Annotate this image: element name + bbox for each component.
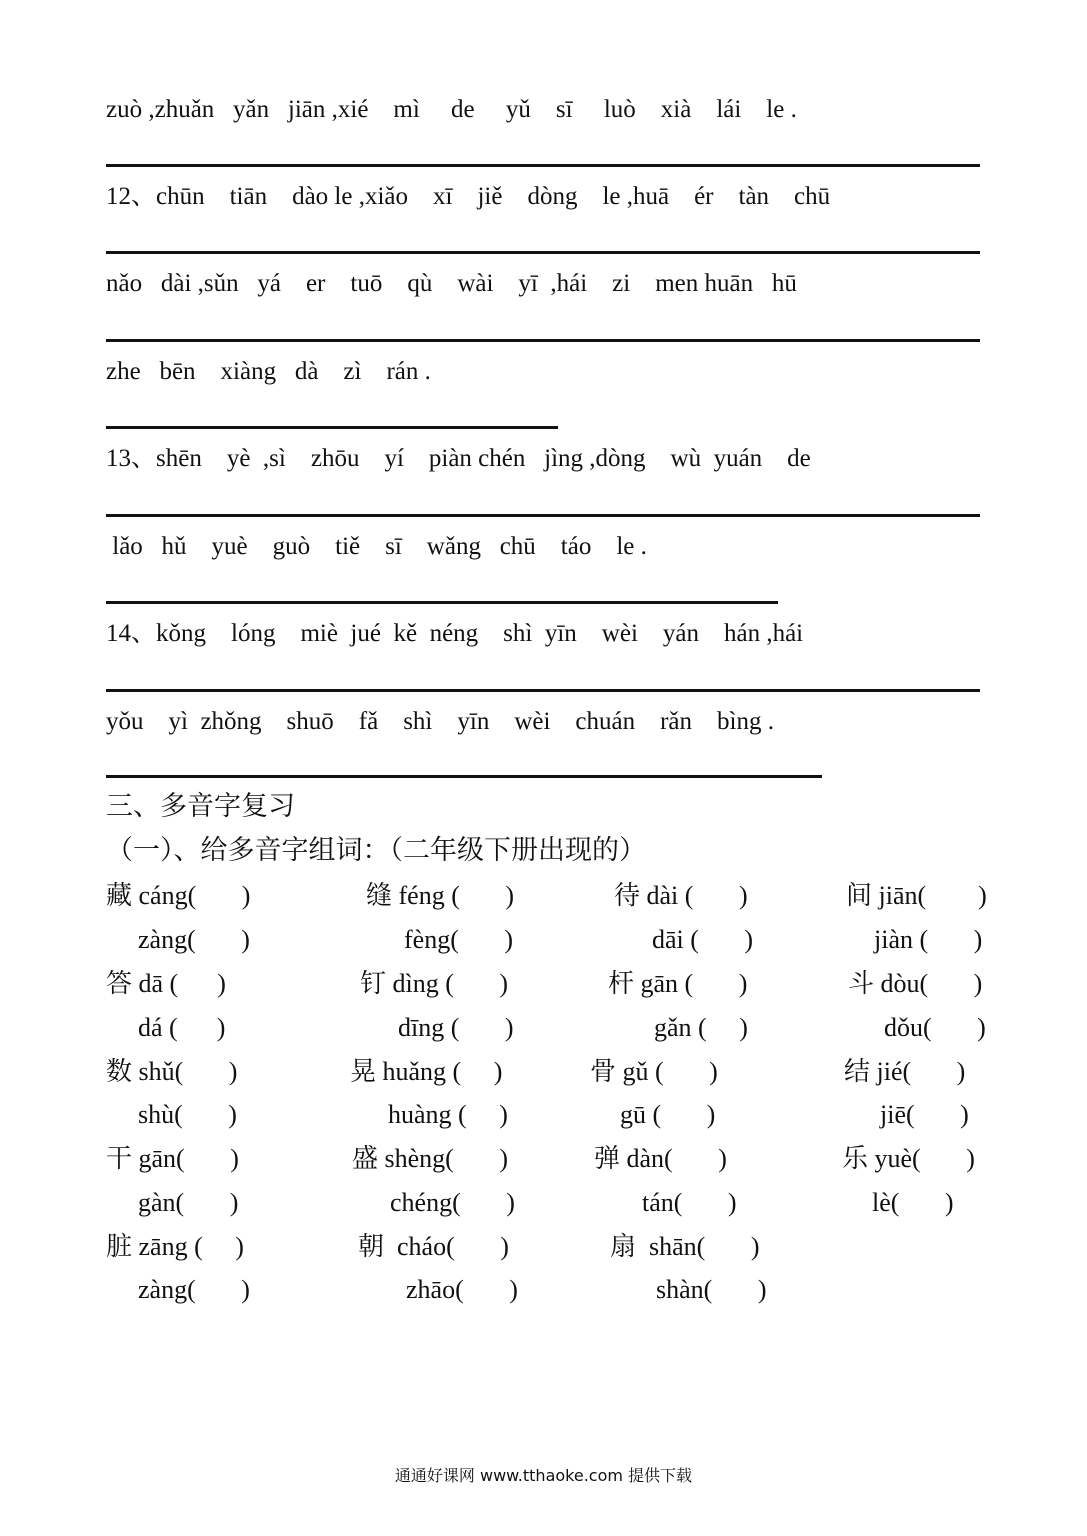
hanzi: 弹 — [594, 1144, 621, 1174]
hanzi: 数 — [106, 1057, 133, 1087]
answer-line — [106, 601, 778, 604]
reading-blank: zāng ( ) — [138, 1232, 244, 1261]
polyphone-item — [138, 1274, 250, 1306]
polyphone-item — [844, 1056, 965, 1088]
answer-line — [106, 251, 980, 254]
reading-blank: gàn( ) — [138, 1188, 239, 1217]
polyphone-item — [884, 1012, 986, 1044]
polyphone-item — [842, 1143, 975, 1175]
reading-blank: gū ( ) — [620, 1100, 716, 1129]
hanzi: 乐 — [842, 1144, 869, 1174]
polyphone-item — [366, 880, 514, 912]
hanzi: 盛 — [352, 1144, 379, 1174]
reading-blank: shù( ) — [138, 1100, 237, 1129]
footer-credit: 通通好课网 www.tthaoke.com 提供下载 — [394, 1466, 693, 1485]
pinyin-line: 12、chūn tiān dào le ,xiǎo xī jiě dòng le ,huā ér tàn chū — [106, 183, 831, 210]
reading-blank: gān( ) — [138, 1144, 239, 1173]
polyphone-item — [656, 1274, 766, 1306]
polyphone-item — [874, 924, 982, 956]
polyphone-item — [610, 1231, 760, 1263]
polyphone-item — [106, 880, 250, 912]
hanzi: 缝 — [366, 881, 393, 911]
reading-blank: jié( ) — [876, 1057, 966, 1086]
pinyin-line: zhe bēn xiàng dà zì rán . — [106, 358, 431, 385]
pinyin-line: yǒu yì zhǒng shuō fǎ shì yīn wèi chuán rǎn bìng . — [106, 708, 774, 735]
polyphone-item — [138, 1099, 237, 1131]
section-title: 三、多音字复习 — [106, 791, 295, 822]
polyphone-item — [106, 1143, 239, 1175]
polyphone-item — [138, 924, 250, 956]
reading-blank: tán( ) — [642, 1188, 737, 1217]
reading-blank: dàn( ) — [626, 1144, 727, 1173]
pinyin-line: lǎo hǔ yuè guò tiě sī wǎng chū táo le . — [106, 533, 647, 560]
answer-line — [106, 426, 558, 429]
reading-blank: gǔ ( ) — [622, 1057, 718, 1086]
polyphone-item — [846, 880, 987, 912]
reading-blank: fèng( ) — [404, 925, 514, 954]
reading-blank: huǎng ( ) — [382, 1057, 503, 1086]
polyphone-item — [872, 1187, 954, 1219]
answer-line — [106, 164, 980, 167]
reading-blank: jiān( ) — [878, 881, 987, 910]
section-subtitle: （一）、给多音字组词：（二年级下册出现的） — [106, 835, 646, 866]
polyphone-item — [360, 968, 508, 1000]
polyphone-item — [398, 1012, 514, 1044]
hanzi: 藏 — [106, 881, 133, 911]
polyphone-item — [388, 1099, 508, 1131]
hanzi: 斗 — [848, 969, 875, 999]
polyphone-item — [358, 1231, 509, 1263]
polyphone-item — [406, 1274, 518, 1306]
answer-line — [106, 775, 822, 778]
reading-blank: dāi ( ) — [652, 925, 754, 954]
hanzi: 杆 — [608, 969, 635, 999]
reading-blank: dìng ( ) — [392, 969, 509, 998]
pinyin-line: zuò ,zhuǎn yǎn jiān ,xié mì de yǔ sī luò xià lái le . — [106, 96, 797, 123]
reading-blank: shàn( ) — [656, 1275, 767, 1304]
reading-blank: dòu( ) — [880, 969, 983, 998]
hanzi: 脏 — [106, 1232, 133, 1262]
polyphone-item — [590, 1056, 718, 1088]
answer-line — [106, 339, 980, 342]
reading-blank: zàng( ) — [138, 925, 250, 954]
hanzi: 扇 — [610, 1232, 637, 1262]
reading-blank: jiàn ( ) — [874, 925, 983, 954]
hanzi: 骨 — [590, 1057, 617, 1087]
polyphone-item — [594, 1143, 727, 1175]
polyphone-item — [880, 1099, 969, 1131]
reading-blank: dā ( ) — [138, 969, 226, 998]
pinyin-line: 13、shēn yè ,sì zhōu yí piàn chén jìng ,dòng wù yuán de — [106, 445, 811, 472]
reading-blank: lè( ) — [872, 1188, 954, 1217]
reading-blank: dīng ( ) — [398, 1013, 514, 1042]
reading-blank: shǔ( ) — [138, 1057, 238, 1086]
hanzi: 结 — [844, 1057, 871, 1087]
hanzi: 干 — [106, 1144, 133, 1174]
polyphone-item — [642, 1187, 737, 1219]
answer-line — [106, 689, 980, 692]
hanzi: 待 — [614, 881, 641, 911]
pinyin-line: nǎo dài ,sǔn yá er tuō qù wài yī ,hái zi men huān hū — [106, 270, 797, 297]
reading-blank: chéng( ) — [390, 1188, 515, 1217]
reading-blank: gān ( ) — [640, 969, 748, 998]
hanzi: 朝 — [358, 1232, 385, 1262]
reading-blank: zhāo( ) — [406, 1275, 518, 1304]
polyphone-item — [138, 1012, 225, 1044]
reading-blank: gǎn ( ) — [654, 1013, 748, 1042]
reading-blank: zàng( ) — [138, 1275, 250, 1304]
reading-blank: shèng( ) — [384, 1144, 508, 1173]
polyphone-item — [106, 1231, 244, 1263]
reading-blank: yuè( ) — [874, 1144, 975, 1173]
polyphone-item — [614, 880, 748, 912]
polyphone-item — [404, 924, 513, 956]
reading-blank: cáng( ) — [138, 881, 251, 910]
polyphone-item — [138, 1187, 238, 1219]
reading-blank: dá ( ) — [138, 1013, 226, 1042]
reading-blank: dài ( ) — [646, 881, 748, 910]
reading-blank: huàng ( ) — [388, 1100, 508, 1129]
hanzi: 间 — [846, 881, 873, 911]
polyphone-item — [620, 1099, 715, 1131]
polyphone-item — [654, 1012, 748, 1044]
hanzi: 钉 — [360, 969, 387, 999]
answer-line — [106, 514, 980, 517]
pinyin-line: 14、kǒng lóng miè jué kě néng shì yīn wèi yán hán ,hái — [106, 620, 804, 647]
hanzi: 晃 — [350, 1057, 377, 1087]
reading-blank: jiē( ) — [880, 1100, 969, 1129]
polyphone-item — [352, 1143, 508, 1175]
polyphone-item — [350, 1056, 502, 1088]
polyphone-item — [848, 968, 982, 1000]
polyphone-item — [106, 968, 226, 1000]
hanzi: 答 — [106, 969, 133, 999]
reading-blank: féng ( ) — [398, 881, 515, 910]
polyphone-item — [390, 1187, 515, 1219]
reading-blank: shān( ) — [642, 1232, 760, 1261]
polyphone-item — [608, 968, 747, 1000]
reading-blank: cháo( ) — [390, 1232, 509, 1261]
polyphone-item — [652, 924, 753, 956]
polyphone-item — [106, 1056, 237, 1088]
reading-blank: dǒu( ) — [884, 1013, 986, 1042]
